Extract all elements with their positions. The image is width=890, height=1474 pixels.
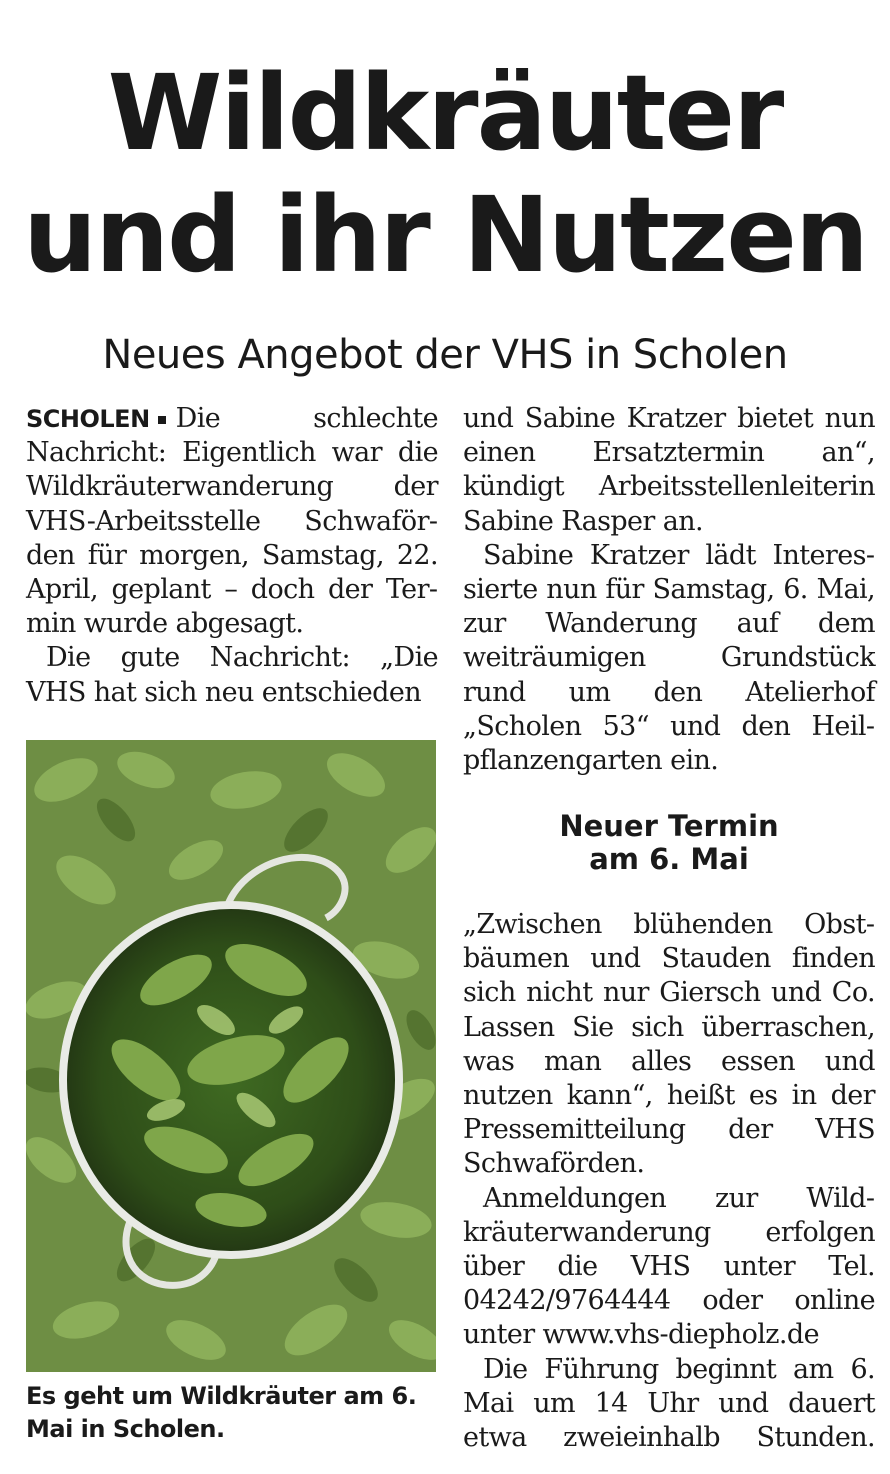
paragraph: Sabine Kratzer lädt Interessierte nun für Samstag, 6. Mai, zur Wanderung auf dem weiträumigen Grundstück rund um den Atelierhof „Scholen 53“ und den Heilpflanzengarten ein. — [463, 539, 875, 777]
article-column-right-top — [463, 402, 875, 778]
subheadline: Neues Angebot der VHS in Scholen — [102, 332, 788, 378]
paragraph — [26, 402, 438, 641]
paragraph: Anmeldungen zur Wildkräuterwanderung erfolgen über die VHS unter Tel. 04242/9764444 oder online unter www.vhs-diepholz.de — [463, 1182, 875, 1351]
photo-caption — [26, 1380, 438, 1446]
herbs-in-pot-photo — [26, 740, 436, 1372]
paragraph: Die gute Nachricht: „Die VHS hat sich neu entschieden — [26, 642, 438, 708]
section-subheading — [463, 810, 875, 876]
caption-line-2: Mai in Scholen. — [26, 1415, 225, 1443]
article-column-right-bottom — [463, 908, 875, 1455]
subheading-line-1: Neuer Termin — [559, 809, 779, 843]
subheading-line-2: am 6. Mai — [589, 842, 749, 876]
paragraph: Die Führung beginnt am 6. Mai um 14 Uhr und dauert etwa zweieinhalb Stunden. — [463, 1353, 875, 1454]
dateline-bullet-icon — [158, 416, 166, 424]
paragraph: und Sabine Kratzer bietet nun einen Ersatztermin an“, kündigt Arbeitsstellenleiterin Sabine Rasper an. — [463, 403, 875, 537]
headline — [0, 52, 890, 296]
headline-line-1: Wildkräuter — [107, 52, 783, 174]
caption-line-1: Es geht um Wildkräuter am 6. — [26, 1382, 417, 1410]
paragraph: „Zwischen blühenden Obstbäumen und Stauden finden sich nicht nur Giersch und Co. Lassen Sie sich überraschen, was man alles essen und nutzen kann“, heißt es in der Pressemitteilung der VHS Schwaförden. — [463, 909, 875, 1180]
paragraph-text: Die schlechte Nachricht: Eigentlich war die Wildkräuterwanderung der VHS-Arbeitsstelle Schwaförden für morgen, Samstag, 22. April, geplant – doch der Termin wurde abgesagt. — [26, 403, 438, 640]
article-column-left — [26, 402, 438, 710]
dateline: SCHOLEN — [26, 405, 150, 433]
photo-image — [26, 740, 436, 1372]
headline-line-2: und ihr Nutzen — [23, 174, 867, 296]
